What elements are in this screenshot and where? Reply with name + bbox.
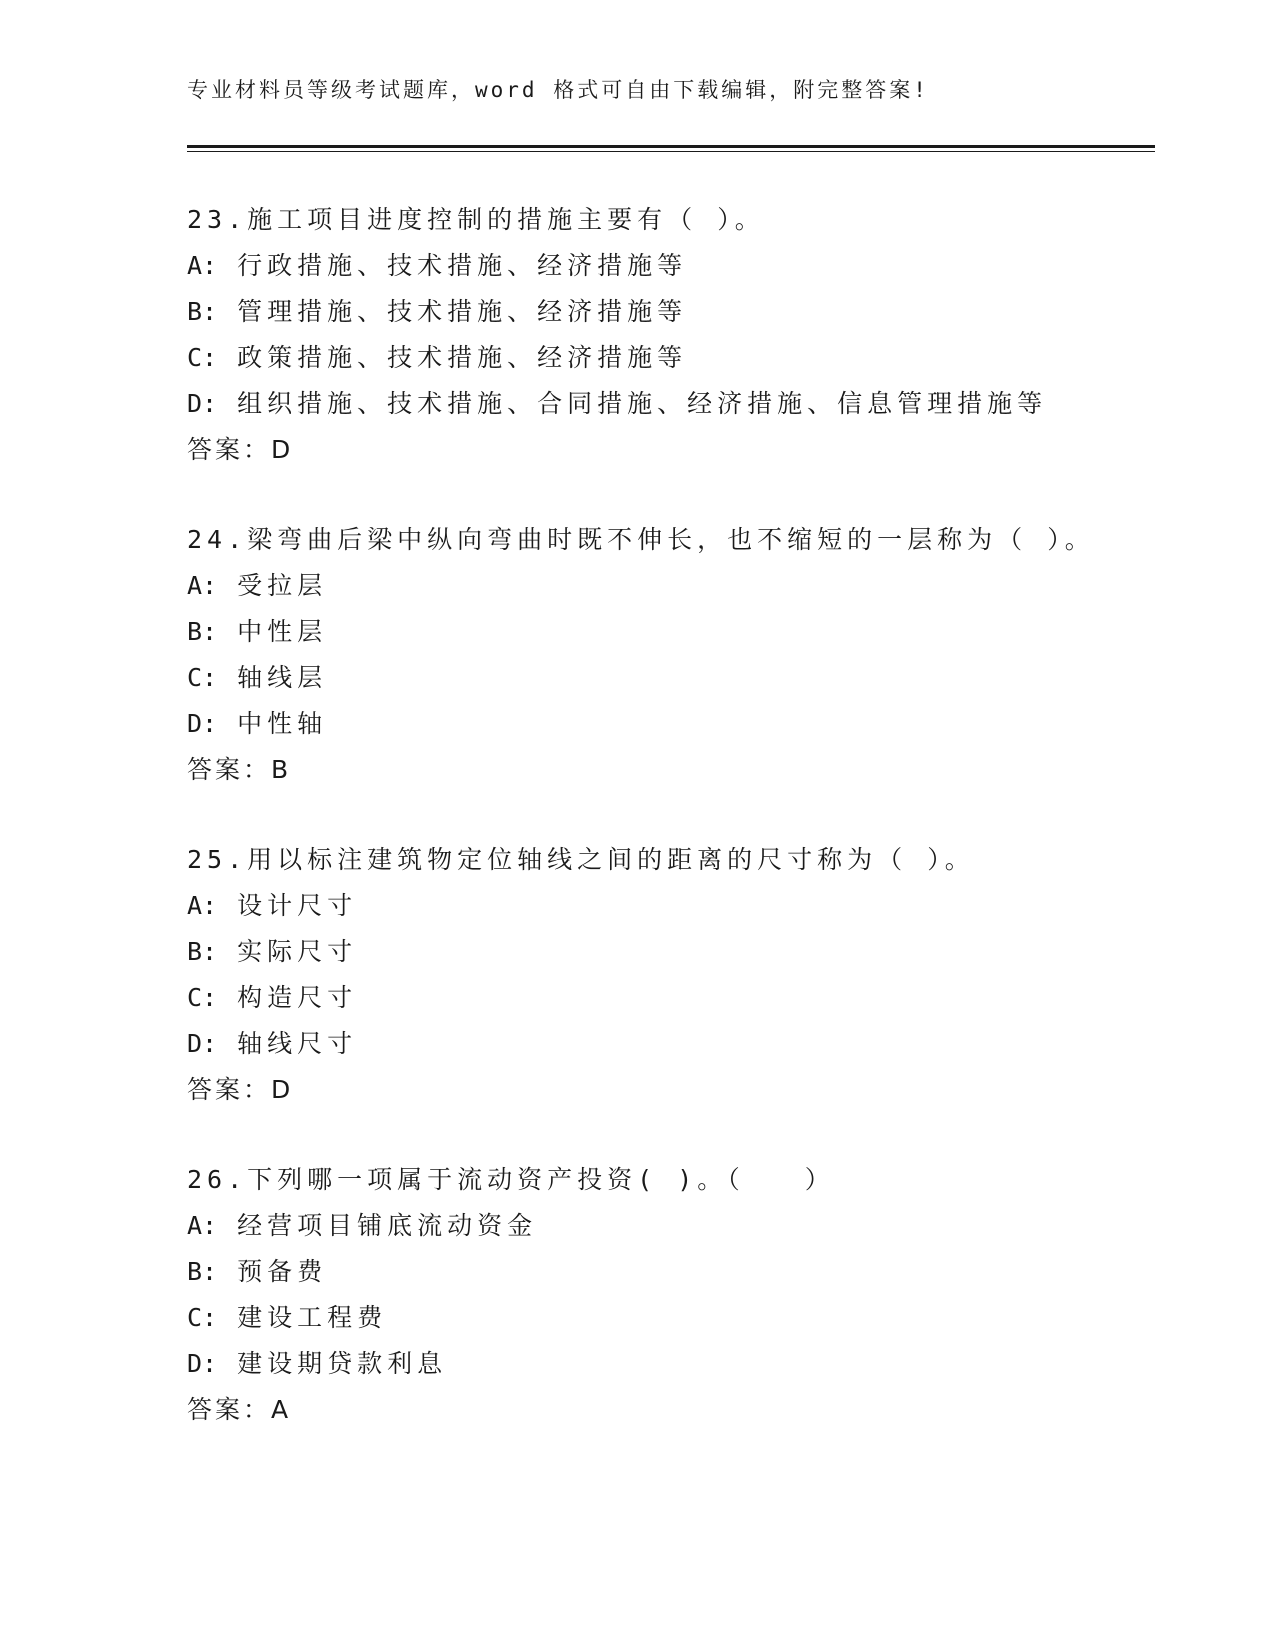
option-label: C: xyxy=(187,983,218,1012)
option-text: 设计尺寸 xyxy=(237,891,358,920)
answer: 答案：D xyxy=(187,435,294,464)
option-label: C: xyxy=(187,1303,218,1332)
option-b xyxy=(187,929,1147,975)
question-stem: 25.用以标注建筑物定位轴线之间的距离的尺寸称为（ ）。 xyxy=(187,845,975,874)
option-d xyxy=(187,381,1147,427)
option-text: 预备费 xyxy=(237,1257,328,1286)
header-divider-thin xyxy=(187,151,1155,152)
option-a xyxy=(187,883,1147,929)
option-label: C: xyxy=(187,343,218,372)
option-c xyxy=(187,335,1147,381)
option-a xyxy=(187,243,1147,289)
option-a xyxy=(187,1203,1147,1249)
option-text: 行政措施、技术措施、经济措施等 xyxy=(237,251,688,280)
option-text: 建设工程费 xyxy=(237,1303,388,1332)
option-text: 政策措施、技术措施、经济措施等 xyxy=(237,343,688,372)
option-a xyxy=(187,563,1147,609)
option-label: D: xyxy=(187,709,218,738)
option-d xyxy=(187,1341,1147,1387)
option-b xyxy=(187,1249,1147,1295)
option-d xyxy=(187,1021,1147,1067)
option-label: D: xyxy=(187,1349,218,1378)
option-label: A: xyxy=(187,571,218,600)
option-label: A: xyxy=(187,251,218,280)
option-label: A: xyxy=(187,891,218,920)
question-stem: 24.梁弯曲后梁中纵向弯曲时既不伸长，也不缩短的一层称为（ ）。 xyxy=(187,525,1095,554)
option-b xyxy=(187,609,1147,655)
question-26 xyxy=(187,1157,1147,1433)
option-text: 中性层 xyxy=(237,617,328,646)
header-divider-thick xyxy=(187,145,1155,148)
option-d xyxy=(187,701,1147,747)
option-b xyxy=(187,289,1147,335)
document-header: 专业材料员等级考试题库，word 格式可自由下载编辑，附完整答案! xyxy=(187,78,929,102)
option-text: 构造尺寸 xyxy=(237,983,358,1012)
option-label: D: xyxy=(187,1029,218,1058)
answer: 答案：B xyxy=(187,755,292,784)
question-24 xyxy=(187,517,1147,793)
option-label: D: xyxy=(187,389,218,418)
option-text: 管理措施、技术措施、经济措施等 xyxy=(237,297,688,326)
option-text: 轴线层 xyxy=(237,663,328,692)
option-text: 实际尺寸 xyxy=(237,937,358,966)
option-text: 轴线尺寸 xyxy=(237,1029,358,1058)
option-label: B: xyxy=(187,937,218,966)
option-text: 建设期贷款利息 xyxy=(237,1349,448,1378)
question-25 xyxy=(187,837,1147,1113)
option-text: 组织措施、技术措施、合同措施、经济措施、信息管理措施等 xyxy=(237,389,1048,418)
option-label: B: xyxy=(187,617,218,646)
question-stem: 23.施工项目进度控制的措施主要有（ ）。 xyxy=(187,205,765,234)
option-label: B: xyxy=(187,1257,218,1286)
answer: 答案：D xyxy=(187,1075,294,1104)
question-23 xyxy=(187,197,1147,473)
option-c xyxy=(187,1295,1147,1341)
option-c xyxy=(187,975,1147,1021)
answer: 答案：A xyxy=(187,1395,292,1424)
option-text: 经营项目铺底流动资金 xyxy=(237,1211,538,1240)
option-label: C: xyxy=(187,663,218,692)
option-text: 中性轴 xyxy=(237,709,328,738)
question-stem: 26.下列哪一项属于流动资产投资( )。（ ） xyxy=(187,1165,835,1194)
option-label: B: xyxy=(187,297,218,326)
option-text: 受拉层 xyxy=(237,571,328,600)
option-label: A: xyxy=(187,1211,218,1240)
option-c xyxy=(187,655,1147,701)
